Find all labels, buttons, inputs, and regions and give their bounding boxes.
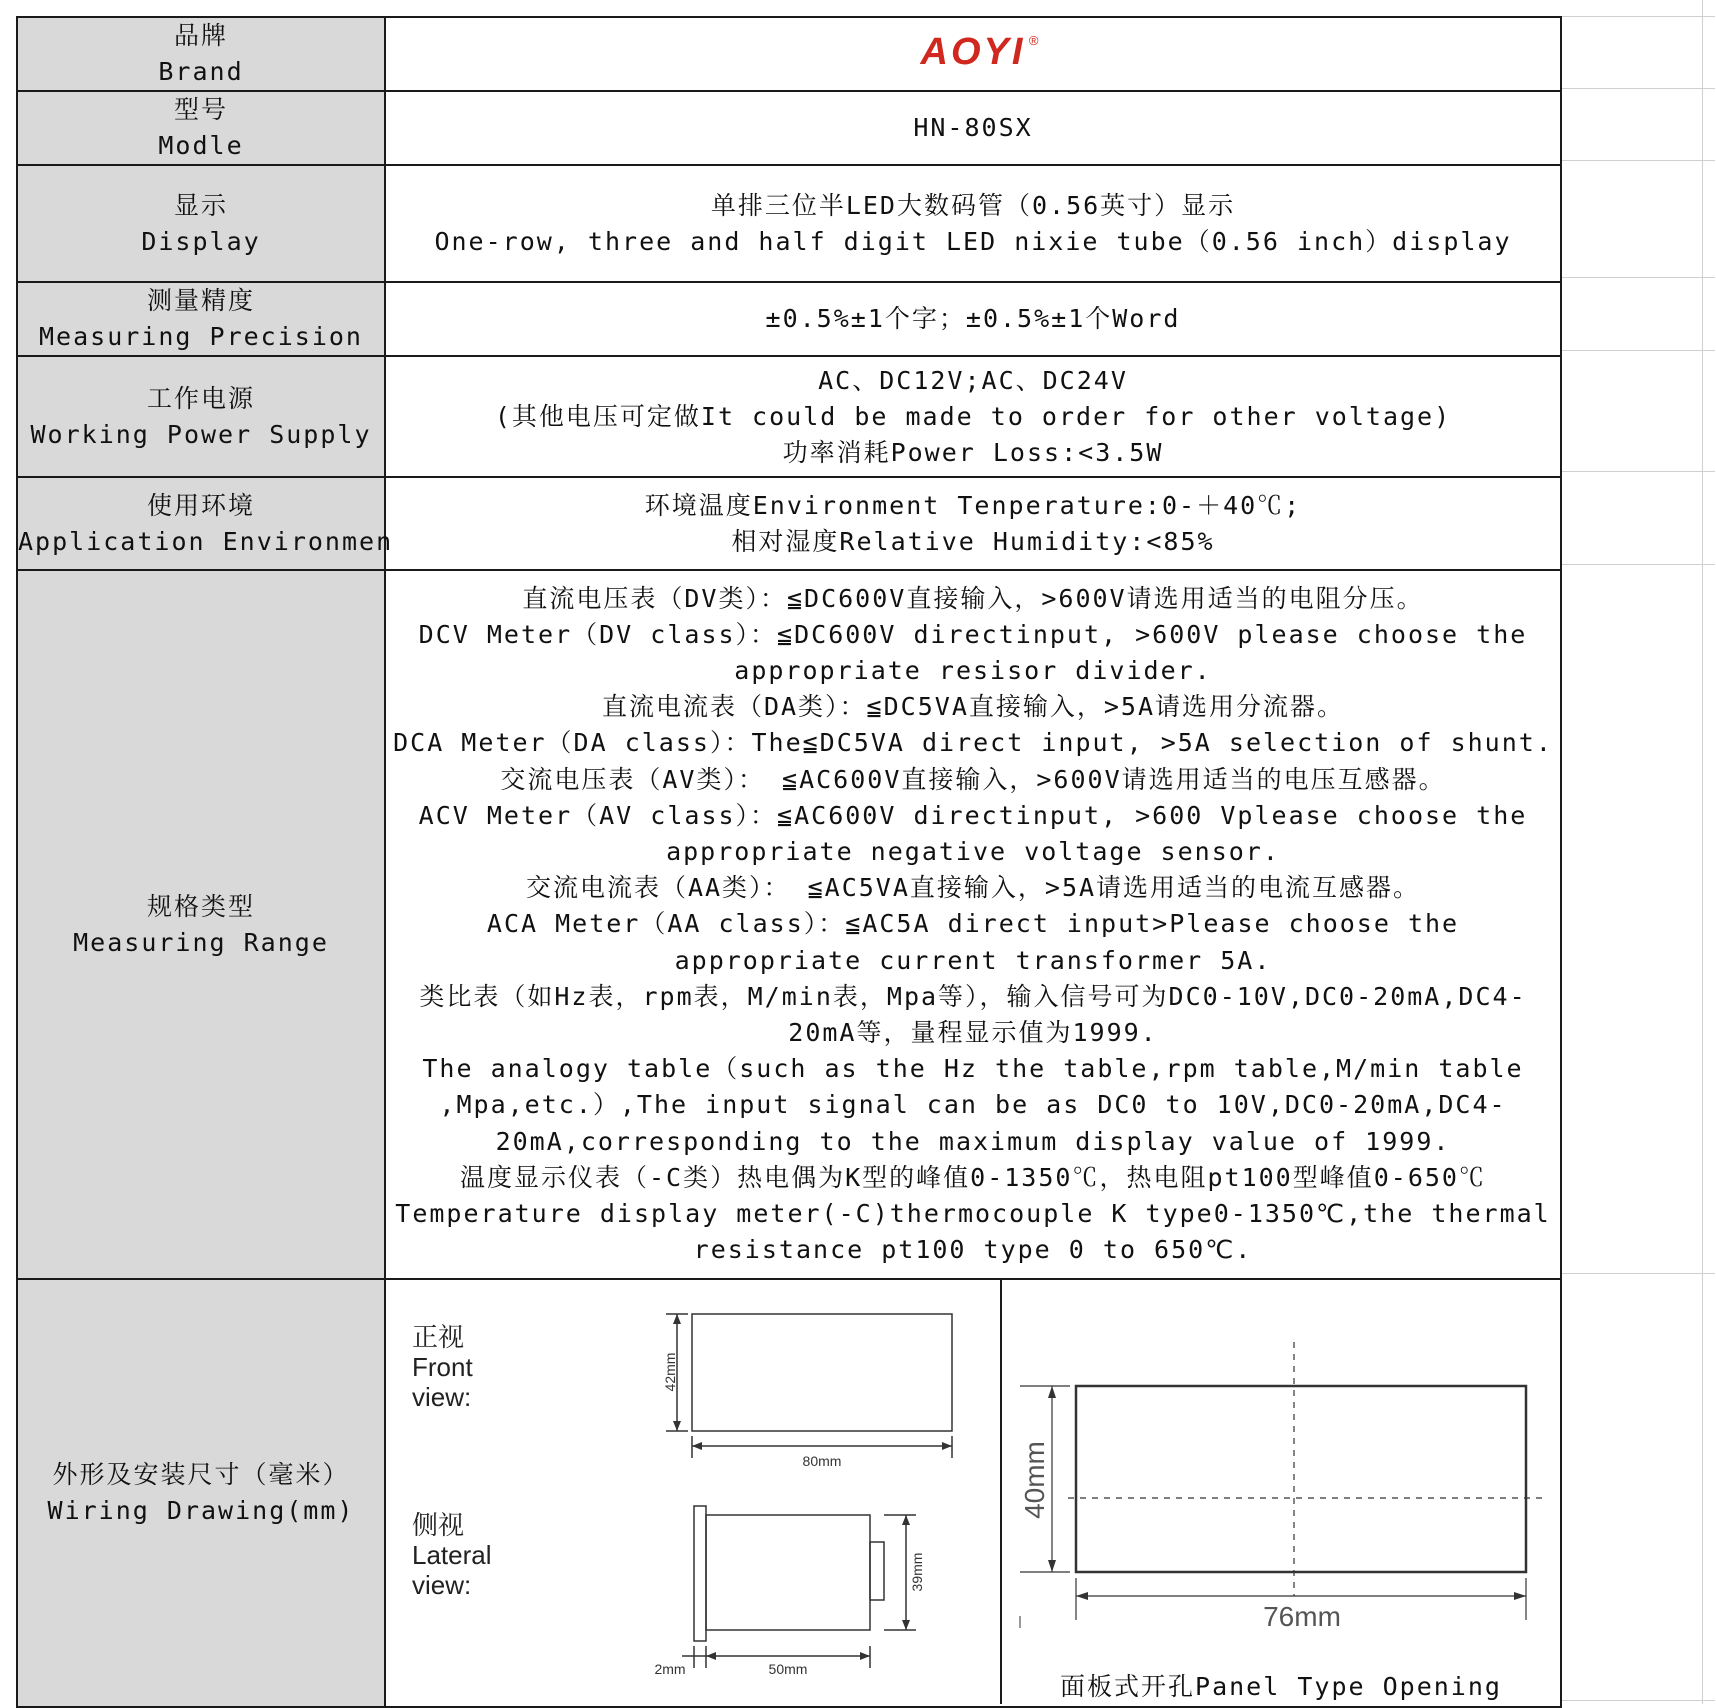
panel-cutout-rect [1076, 1386, 1526, 1572]
sheet-gridline [1560, 16, 1715, 17]
sheet-gridline-vertical [1702, 0, 1703, 1704]
measuring-range-value-cell [385, 570, 1561, 1279]
brand-label-en: Brand [158, 57, 244, 86]
range-line: 类比表（如Hz表，rpm表，M/min表，Mpa等），输入信号可为DC0-10V,DC0-20mA,DC4-20mA等，量程显示值为1999. [419, 981, 1527, 1047]
environment-value-cell [385, 477, 1561, 570]
power-label-en: Working Power Supply [30, 419, 372, 449]
display-value-en: One-row, three and half digit LED nixie tube（0.56 inch）display [434, 226, 1512, 256]
registered-mark: ® [1028, 33, 1042, 48]
sheet-gridline [1560, 564, 1715, 565]
brand-logo-text: AOYI [920, 31, 1026, 73]
environment-line-1: 环境温度Environment Tenperature:0-＋40℃; [644, 490, 1302, 520]
range-line: ACA Meter（AA class）：≦AC5A direct input>Please choose the appropriate current transformer 5A. [486, 909, 1460, 975]
range-line: 直流电流表（DA类）：≦DC5VA直接输入，>5A请选用分流器。 [601, 692, 1345, 722]
precision-value: ±0.5%±1个字；±0.5%±1个Word [385, 282, 1561, 356]
panel-opening-drawing [1002, 1280, 1560, 1704]
side-height-dim: 39mm [909, 1552, 925, 1592]
brand-row [17, 17, 1561, 91]
power-line-3: 功率消耗Power Loss:<3.5W [782, 437, 1164, 467]
measuring-range-row [17, 570, 1561, 1279]
environment-label-cn: 使用环境 [146, 490, 255, 520]
display-label-cn: 显示 [173, 190, 228, 220]
display-row [17, 165, 1561, 282]
precision-row [17, 282, 1561, 356]
power-label-cn: 工作电源 [146, 383, 255, 413]
lateral-view-label-en: Lateral [412, 1540, 492, 1570]
drawing-label-en: Wiring Drawing(mm) [47, 1496, 355, 1525]
sheet-gridline [1560, 1273, 1715, 1274]
range-line: 交流电压表（AV类）： ≦AC600V直接输入，>600V请选用适当的电压互感器。 [500, 764, 1446, 794]
brand-value-cell [385, 17, 1561, 91]
range-line: 交流电流表（AA类）： ≦AC5VA直接输入，>5A请选用适当的电流互感器。 [525, 873, 1421, 903]
front-width-dim: 80mm [802, 1453, 842, 1469]
drawing-row [17, 1279, 1561, 1707]
sheet-gridline [1560, 350, 1715, 351]
outline-drawings [386, 1280, 1002, 1704]
front-height-dim: 42mm [662, 1352, 678, 1392]
precision-label-cell [17, 282, 385, 356]
range-line: Temperature display meter(-C)thermocouple K type0-1350℃,the thermal resistance pt100 type 0 to 650℃. [395, 1199, 1551, 1265]
sheet-gridline [1560, 1700, 1715, 1701]
environment-row [17, 477, 1561, 570]
side-depth-dim: 50mm [768, 1661, 808, 1677]
environment-label-en: Application Environmen [18, 526, 394, 556]
measuring-range-label-en: Measuring Range [73, 927, 329, 957]
front-view-label-cn: 正视 [412, 1322, 465, 1352]
front-view-label-en: Front [412, 1352, 473, 1382]
display-label-cell [17, 165, 385, 282]
brand-logo [920, 31, 1042, 73]
lateral-view-terminal [870, 1542, 884, 1600]
power-value-cell [385, 356, 1561, 477]
brand-label-cell [17, 17, 385, 91]
sheet-gridline [1560, 88, 1715, 89]
lateral-view-flange [694, 1506, 706, 1641]
model-label-cell [17, 91, 385, 165]
sheet-gridline [1560, 277, 1715, 278]
model-label-cn: 型号 [173, 95, 228, 124]
model-row [17, 91, 1561, 165]
drawing-label-cn: 外形及安装尺寸（毫米） [52, 1460, 350, 1489]
lateral-view-body [706, 1515, 870, 1630]
panel-height-dim: 40mm [1019, 1441, 1050, 1519]
panel-width-dim: 76mm [1263, 1601, 1341, 1632]
range-line: The analogy table（such as the Hz the table,rpm table,M/min table ,Mpa,etc.）,The input signal can be as DC0 to 10V,DC0-20mA,DC4-20mA,corresponding to the maximum display value of 1999. [422, 1054, 1524, 1156]
power-line-2: (其他电压可定做It could be made to order for other voltage) [494, 401, 1452, 431]
sheet-gridline [1560, 471, 1715, 472]
precision-label-en: Measuring Precision [39, 322, 363, 351]
brand-label-cn: 品牌 [173, 21, 228, 50]
display-label-en: Display [141, 226, 261, 256]
environment-label-cell [17, 477, 394, 570]
side-flange-dim: 2mm [654, 1661, 686, 1677]
lateral-view-label-en-2: view: [412, 1570, 472, 1600]
panel-opening-svg [1002, 1280, 1560, 1660]
power-label-cell [17, 356, 385, 477]
front-view-label-en-2: view: [412, 1382, 472, 1412]
power-row [17, 356, 1561, 477]
range-line: 直流电压表（DV类）：≦DC600V直接输入，>600V请选用适当的电阻分压。 [522, 583, 1424, 613]
range-line: 温度显示仪表（-C类）热电偶为K型的峰值0-1350℃，热电阻pt100型峰值0-650℃ [460, 1162, 1486, 1192]
precision-label-cn: 测量精度 [146, 286, 255, 315]
spec-table [16, 16, 1562, 1708]
power-line-1: AC、DC12V;AC、DC24V [818, 365, 1128, 395]
environment-line-2: 相对湿度Relative Humidity:<85% [731, 526, 1215, 556]
model-value: HN-80SX [385, 91, 1561, 165]
measuring-range-label-cn: 规格类型 [146, 891, 255, 921]
model-label-en: Modle [158, 131, 244, 160]
range-line: ACV Meter（AV class）：≦AC600V directinput, >600 Vplease choose the appropriate negative voltage sensor. [418, 800, 1528, 866]
front-view-outline [692, 1314, 952, 1431]
drawing-value-cell [385, 1279, 1561, 1707]
measuring-range-label-cell [17, 570, 385, 1279]
display-value-cn: 单排三位半LED大数码管（0.56英寸）显示 [710, 190, 1236, 220]
panel-caption: 面板式开孔Panel Type Opening [1060, 1672, 1502, 1701]
range-line: DCV Meter（DV class）：≦DC600V directinput, >600V please choose the appropriate resisor divider. [418, 619, 1528, 685]
lateral-view-label-cn: 侧视 [412, 1510, 465, 1540]
drawing-label-cell [17, 1279, 385, 1707]
range-line: DCA Meter（DA class）：The≦DC5VA direct input, >5A selection of shunt. [393, 728, 1553, 758]
sheet-gridline [1560, 160, 1715, 161]
front-and-lateral-view-drawing [386, 1280, 1000, 1704]
display-value-cell [385, 165, 1561, 282]
